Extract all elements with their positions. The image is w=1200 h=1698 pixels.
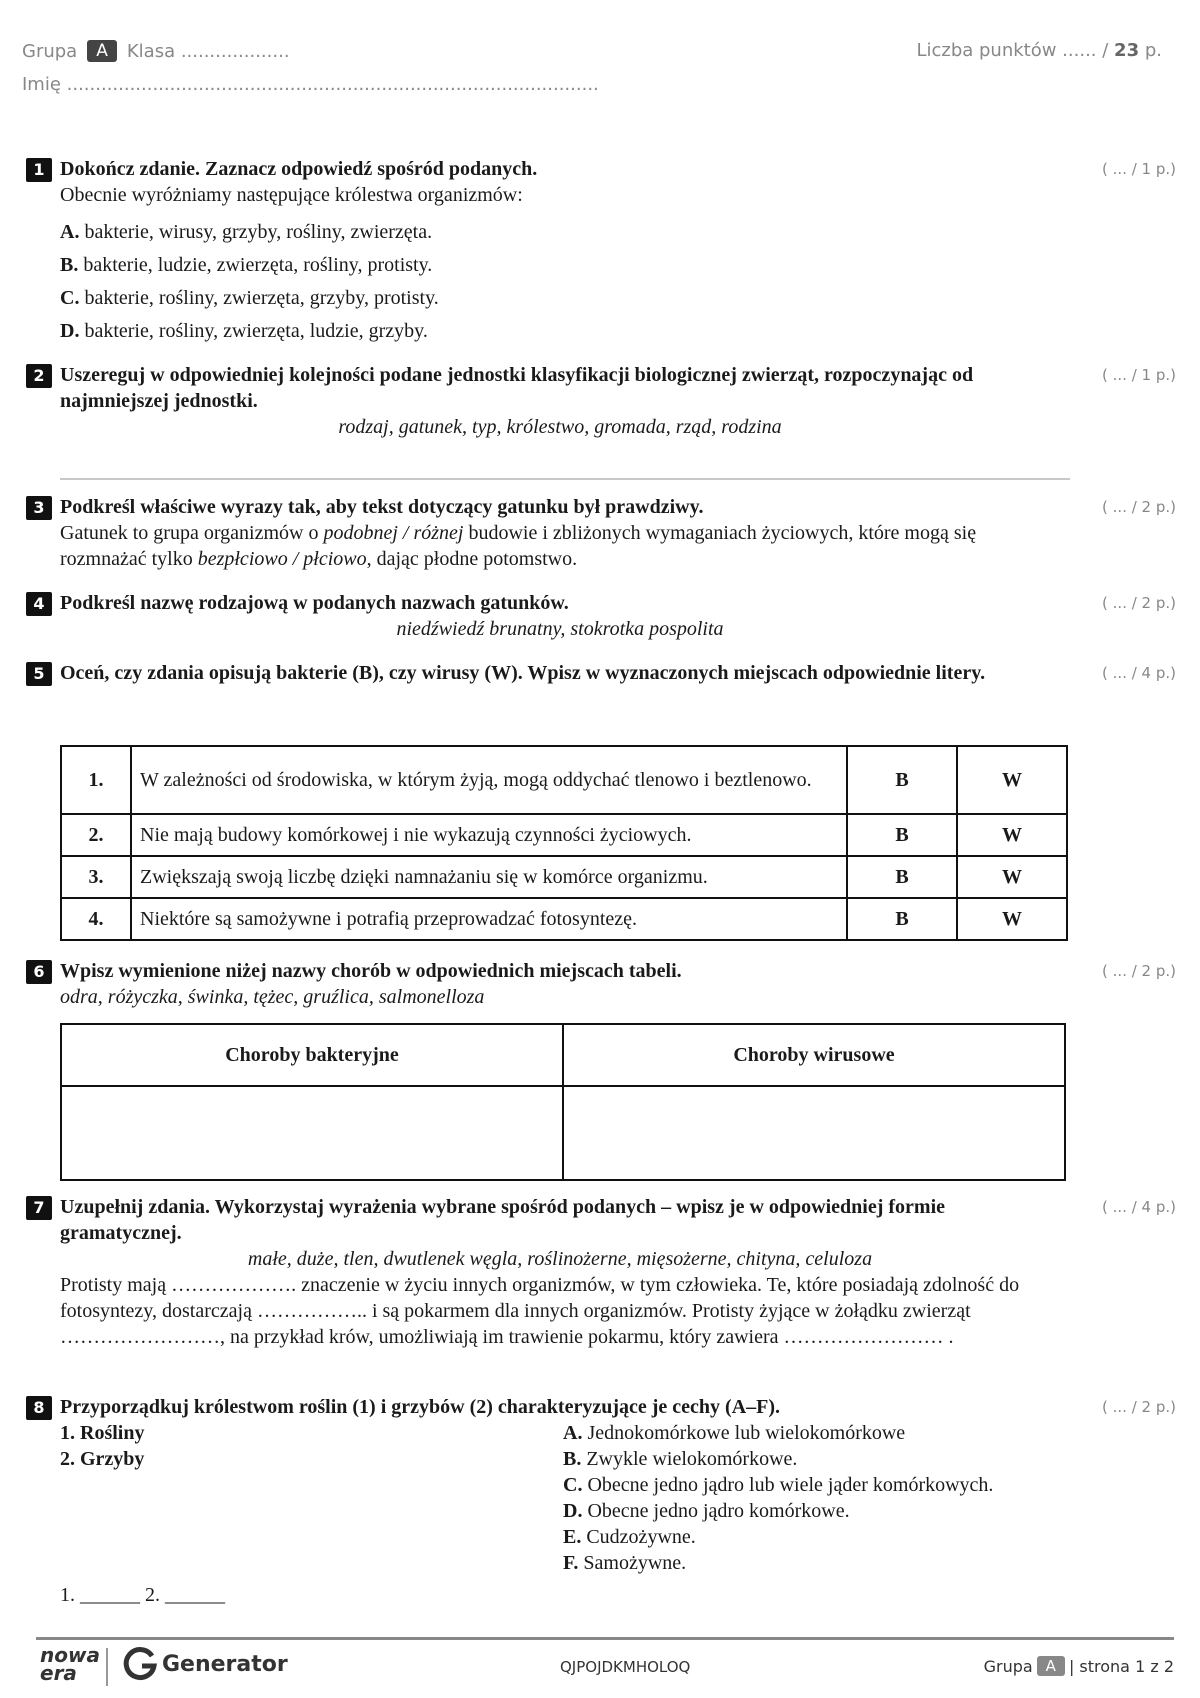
column-header-bacterial: Choroby bakteryjne <box>61 1024 563 1086</box>
feature-list <box>563 1420 993 1576</box>
answer-option-d[interactable]: D. bakterie, rośliny, zwierzęta, ludzie, grzyby. <box>60 320 428 342</box>
column-header-viral: Choroby wirusowe <box>563 1024 1065 1086</box>
page-footer <box>36 1643 1174 1692</box>
generator-g-icon <box>122 1646 158 1682</box>
row-number: 2. <box>61 814 131 856</box>
row-statement: W zależności od środowiska, w którym żyją, mogą oddychać tlenowo i beztlenowo. <box>131 746 847 814</box>
option-w[interactable]: W <box>957 814 1067 856</box>
points-summary <box>916 40 1162 61</box>
points-suffix: p. <box>1144 40 1162 61</box>
row-statement: Nie mają budowy komórkowej i nie wykazują czynności życiowych. <box>131 814 847 856</box>
task-8 <box>26 1394 1176 1608</box>
task-body: Obecnie wyróżniamy następujące królestwa organizmów: <box>60 184 523 206</box>
feature-f: F. Samożywne. <box>563 1552 687 1574</box>
task-1 <box>26 156 1176 344</box>
task-2 <box>26 362 1176 440</box>
footer-page-info <box>984 1656 1174 1676</box>
row-statement: Niektóre są samożywne i potrafią przeprowadzać fotosyntezę. <box>131 898 847 940</box>
word-bank: małe, duże, tlen, dwutlenek węgla, roślinożerne, mięsożerne, chityna, celuloza <box>247 1248 873 1270</box>
choice-similar-different[interactable]: podobnej / różnej <box>323 522 464 544</box>
task-5 <box>26 660 1176 686</box>
task-instruction: Dokończ zdanie. Zaznacz odpowiedź spośród podanych. <box>60 158 538 180</box>
task-number: 2 <box>26 364 52 388</box>
feature-a: A. Jednokomórkowe lub wielokomórkowe <box>563 1422 906 1444</box>
option-w[interactable]: W <box>957 856 1067 898</box>
points-total: 23 <box>1114 40 1140 61</box>
kingdom-fungi: 2. Grzyby <box>60 1448 145 1470</box>
task-score: ( ... / 2 p.) <box>1102 594 1176 612</box>
word-bank: rodzaj, gatunek, typ, królestwo, gromada, rząd, rodzina <box>338 416 782 438</box>
task-score: ( ... / 2 p.) <box>1102 1398 1176 1416</box>
matching-columns <box>60 1420 1176 1574</box>
footer-group-badge: A <box>1037 1656 1065 1676</box>
task-score: ( ... / 1 p.) <box>1102 160 1176 178</box>
group-label: Grupa <box>22 40 78 62</box>
task-number: 5 <box>26 662 52 686</box>
task-instruction: Wpisz wymienione niżej nazwy chorób w odpowiednich miejscach tabeli. <box>60 960 682 982</box>
task-7 <box>26 1194 1176 1350</box>
task-number: 4 <box>26 592 52 616</box>
answer-option-b[interactable]: B. bakterie, ludzie, zwierzęta, rośliny, protisty. <box>60 254 433 276</box>
page-number: | strona 1 z 2 <box>1068 1656 1174 1676</box>
option-w[interactable]: W <box>957 898 1067 940</box>
task-instruction: Uszereguj w odpowiedniej kolejności podane jednostki klasyfikacji biologicznej zwierząt, rozpoczynając od najmniejszej jednostki. <box>60 364 974 412</box>
feature-b: B. Zwykle wielokomórkowe. <box>563 1448 798 1470</box>
option-b[interactable]: B <box>847 814 957 856</box>
choice-asexual-sexual[interactable]: bezpłciowo / płciowo <box>197 548 367 570</box>
task-number: 3 <box>26 496 52 520</box>
feature-e: E. Cudzożywne. <box>563 1526 696 1548</box>
class-field[interactable]: Klasa ................... <box>126 40 290 62</box>
row-number: 3. <box>61 856 131 898</box>
feature-d: D. Obecne jedno jądro komórkowe. <box>563 1500 850 1522</box>
logo-divider <box>106 1648 108 1686</box>
name-field[interactable]: Imię ............................................................................................. <box>22 74 599 95</box>
word-bank: odra, różyczka, świnka, tężec, gruźlica, salmonelloza <box>60 986 485 1008</box>
task-instruction: Podkreśl właściwe wyrazy tak, aby tekst dotyczący gatunku był prawdziwy. <box>60 496 704 518</box>
task-3 <box>26 494 1176 572</box>
footer-group-label: Grupa <box>983 1656 1033 1676</box>
task-body: Gatunek to grupa organizmów o podobnej / różnej budowie i zbliżonych wymaganiach życiowych, które mogą się rozmnażać tylko bezpłciowo / płciowo, dając płodne potomstwo. <box>60 522 977 570</box>
table-row <box>61 856 1067 898</box>
option-b[interactable]: B <box>847 898 957 940</box>
answer-option-c[interactable]: C. bakterie, rośliny, zwierzęta, grzyby, protisty. <box>60 287 439 309</box>
table-row <box>61 814 1067 856</box>
task-score: ( ... / 2 p.) <box>1102 962 1176 980</box>
kingdom-list <box>60 1420 144 1472</box>
bacteria-virus-table <box>60 745 1068 941</box>
section-divider <box>60 478 1070 480</box>
generator-logo: Generator <box>122 1646 288 1682</box>
points-prefix: Liczba punktów ...... / <box>916 40 1109 61</box>
row-statement: Zwiększają swoją liczbę dzięki namnażaniu się w komórce organizmu. <box>131 856 847 898</box>
nowa-era-logo: nowa era <box>40 1643 100 1685</box>
feature-c: C. Obecne jedno jądro lub wiele jąder komórkowych. <box>563 1474 994 1496</box>
task-number: 7 <box>26 1196 52 1220</box>
task-instruction: Przyporządkuj królestwom roślin (1) i grzybów (2) charakteryzujące je cechy (A–F). <box>60 1396 781 1418</box>
task-score: ( ... / 4 p.) <box>1102 1198 1176 1216</box>
task-instruction: Podkreśl nazwę rodzajową w podanych nazwach gatunków. <box>60 592 569 614</box>
option-b[interactable]: B <box>847 856 957 898</box>
task-instruction: Uzupełnij zdania. Wykorzystaj wyrażenia wybrane spośród podanych – wpisz je w odpowiedniej formie gramatycznej. <box>60 1196 946 1244</box>
worksheet-header <box>22 40 1162 100</box>
task-6 <box>26 958 1176 1010</box>
answer-line[interactable]: 1. ______ 2. ______ <box>60 1584 225 1606</box>
task-score: ( ... / 2 p.) <box>1102 498 1176 516</box>
task-score: ( ... / 1 p.) <box>1102 366 1176 384</box>
task-number: 6 <box>26 960 52 984</box>
task-4 <box>26 590 1176 642</box>
row-number: 4. <box>61 898 131 940</box>
group-badge: A <box>87 40 117 62</box>
task-number: 1 <box>26 158 52 182</box>
kingdom-plants: 1. Rośliny <box>60 1422 145 1444</box>
task-number: 8 <box>26 1396 52 1420</box>
footer-divider <box>36 1637 1174 1640</box>
option-w[interactable]: W <box>957 746 1067 814</box>
table-row <box>61 898 1067 940</box>
viral-answer-cell[interactable] <box>563 1086 1065 1180</box>
task-score: ( ... / 4 p.) <box>1102 664 1176 682</box>
option-b[interactable]: B <box>847 746 957 814</box>
row-number: 1. <box>61 746 131 814</box>
diseases-table <box>60 1023 1066 1181</box>
species-names[interactable]: niedźwiedź brunatny, stokrotka pospolita <box>396 618 724 640</box>
fill-in-text[interactable]: Protisty mają ………………. znaczenie w życiu innych organizmów, w tym człowieka. Te, które posiadają zdolność do fotosyntezy, dostarczają …………….. i są pokarmem dla innych organizmów. Protisty żyjące w żołądku zwierząt ……………………, na przykład krów, umożliwiają im trawienie pokarmu, który zawiera …………………… . <box>60 1274 1020 1348</box>
document-code: QJPOJDKMHOLOQ <box>560 1658 691 1676</box>
table-row <box>61 746 1067 814</box>
bacterial-answer-cell[interactable] <box>61 1086 563 1180</box>
task-instruction: Oceń, czy zdania opisują bakterie (B), czy wirusy (W). Wpisz w wyznaczonych miejscach odpowiednie litery. <box>60 662 986 684</box>
answer-option-a[interactable]: A. bakterie, wirusy, grzyby, rośliny, zwierzęta. <box>60 221 433 243</box>
